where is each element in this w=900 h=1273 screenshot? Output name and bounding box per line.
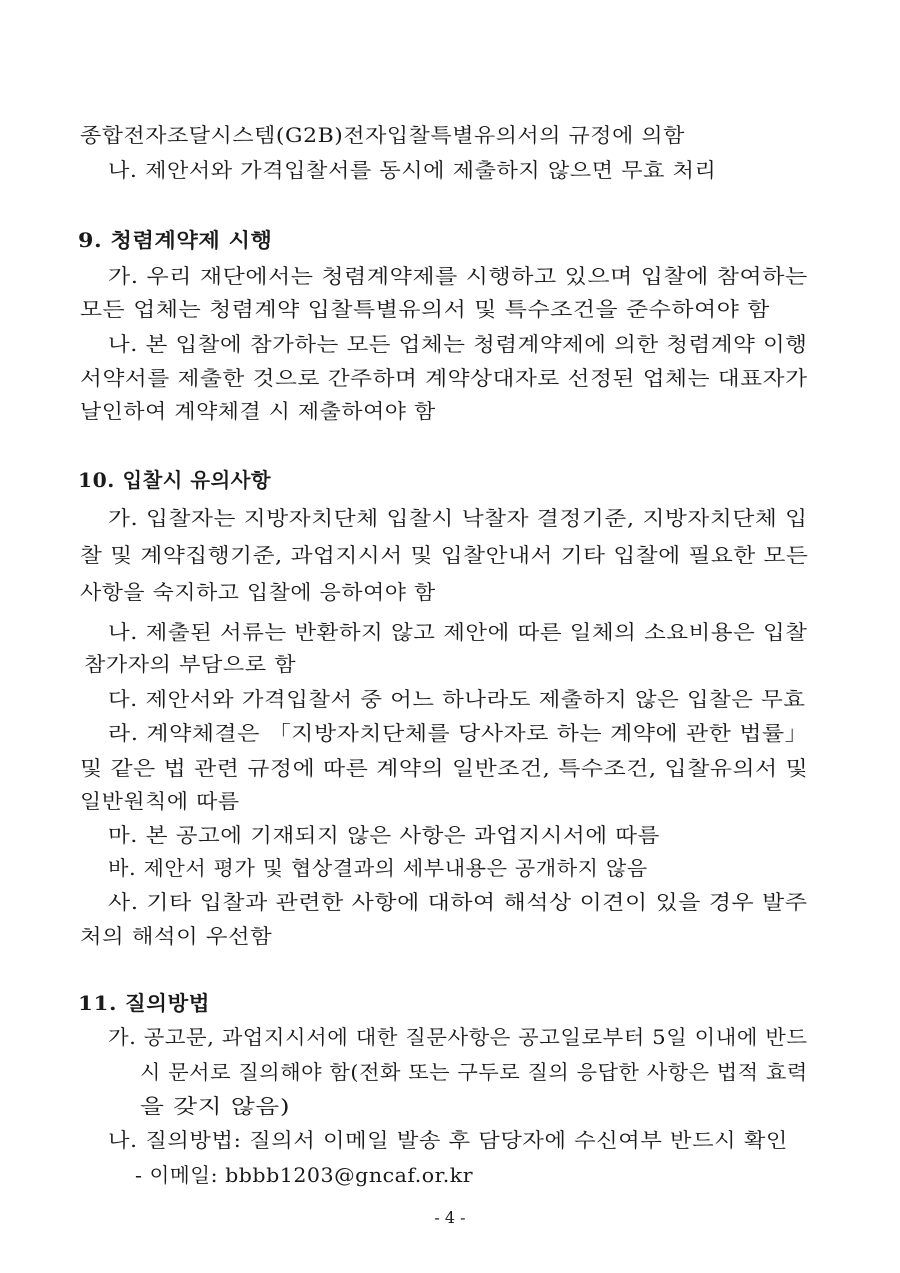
paragraph-line: 사항을 숙지하고 입찰에 응하여야 함	[80, 580, 436, 604]
paragraph-line: 나. 질의방법: 질의서 이메일 발송 후 담당자에 수신여부 반드시 확인	[108, 1128, 788, 1152]
paragraph-line: 나. 제안서와 가격입찰서를 동시에 제출하지 않으면 무효 처리	[108, 158, 717, 182]
email-line: - 이메일: bbbb1203@gncaf.or.kr	[135, 1163, 474, 1187]
paragraph-line: 다. 제안서와 가격입찰서 중 어느 하나라도 제출하지 않은 입찰은 무효	[108, 687, 806, 711]
paragraph-line: 날인하여 계약체결 시 제출하여야 함	[80, 399, 436, 423]
paragraph-line: 종합전자조달시스템(G2B)전자입찰특별유의서의 규정에 의함	[80, 123, 685, 147]
paragraph-line: 가. 입찰자는 지방자치단체 입찰시 낙찰자 결정기준, 지방자치단체 입	[108, 506, 808, 530]
paragraph-line: 나. 본 입찰에 참가하는 모든 업체는 청렴계약제에 의한 청렴계약 이행	[108, 332, 808, 356]
paragraph-line: 일반원칙에 따름	[80, 789, 240, 813]
paragraph-line: 모든 업체는 청렴계약 입찰특별유의서 및 특수조건을 준수하여야 함	[80, 297, 770, 321]
paragraph-line: 바. 제안서 평가 및 협상결과의 세부내용은 공개하지 않음	[108, 856, 648, 880]
paragraph-line: 마. 본 공고에 기재되지 않은 사항은 과업지시서에 따름	[108, 823, 660, 847]
section-heading-11: 11. 질의방법	[78, 991, 211, 1015]
paragraph-line: 및 같은 법 관련 규정에 따른 계약의 일반조건, 특수조건, 입찰유의서 및	[80, 756, 809, 780]
page-number: - 4 -	[434, 1208, 466, 1227]
paragraph-line: 참가자의 부담으로 함	[84, 652, 297, 676]
section-heading-10: 10. 입찰시 유의사항	[78, 468, 271, 492]
paragraph-line: 시 문서로 질의해야 함(전화 또는 구두로 질의 응답한 사항은 법적 효력	[140, 1060, 808, 1084]
paragraph-line: 처의 해석이 우선함	[80, 924, 273, 948]
paragraph-line: 사. 기타 입찰과 관련한 사항에 대하여 해석상 이견이 있을 경우 발주	[108, 890, 808, 914]
paragraph-line: 찰 및 계약집행기준, 과업지시서 및 입찰안내서 기타 입찰에 필요한 모든	[80, 543, 809, 567]
paragraph-line: 라. 계약체결은 「지방자치단체를 당사자로 하는 계약에 관한 법률」	[108, 721, 809, 745]
section-heading-9: 9. 청렴계약제 시행	[78, 228, 273, 252]
paragraph-line: 가. 우리 재단에서는 청렴계약제를 시행하고 있으며 입찰에 참여하는	[108, 264, 808, 288]
paragraph-line: 서약서를 제출한 것으로 간주하며 계약상대자로 선정된 업체는 대표자가	[80, 366, 808, 390]
paragraph-line: 가. 공고문, 과업지시서에 대한 질문사항은 공고일로부터 5일 이내에 반드	[108, 1025, 808, 1049]
paragraph-line: 을 갖지 않음)	[140, 1094, 291, 1118]
paragraph-line: 나. 제출된 서류는 반환하지 않고 제안에 따른 일체의 소요비용은 입찰	[108, 620, 808, 644]
